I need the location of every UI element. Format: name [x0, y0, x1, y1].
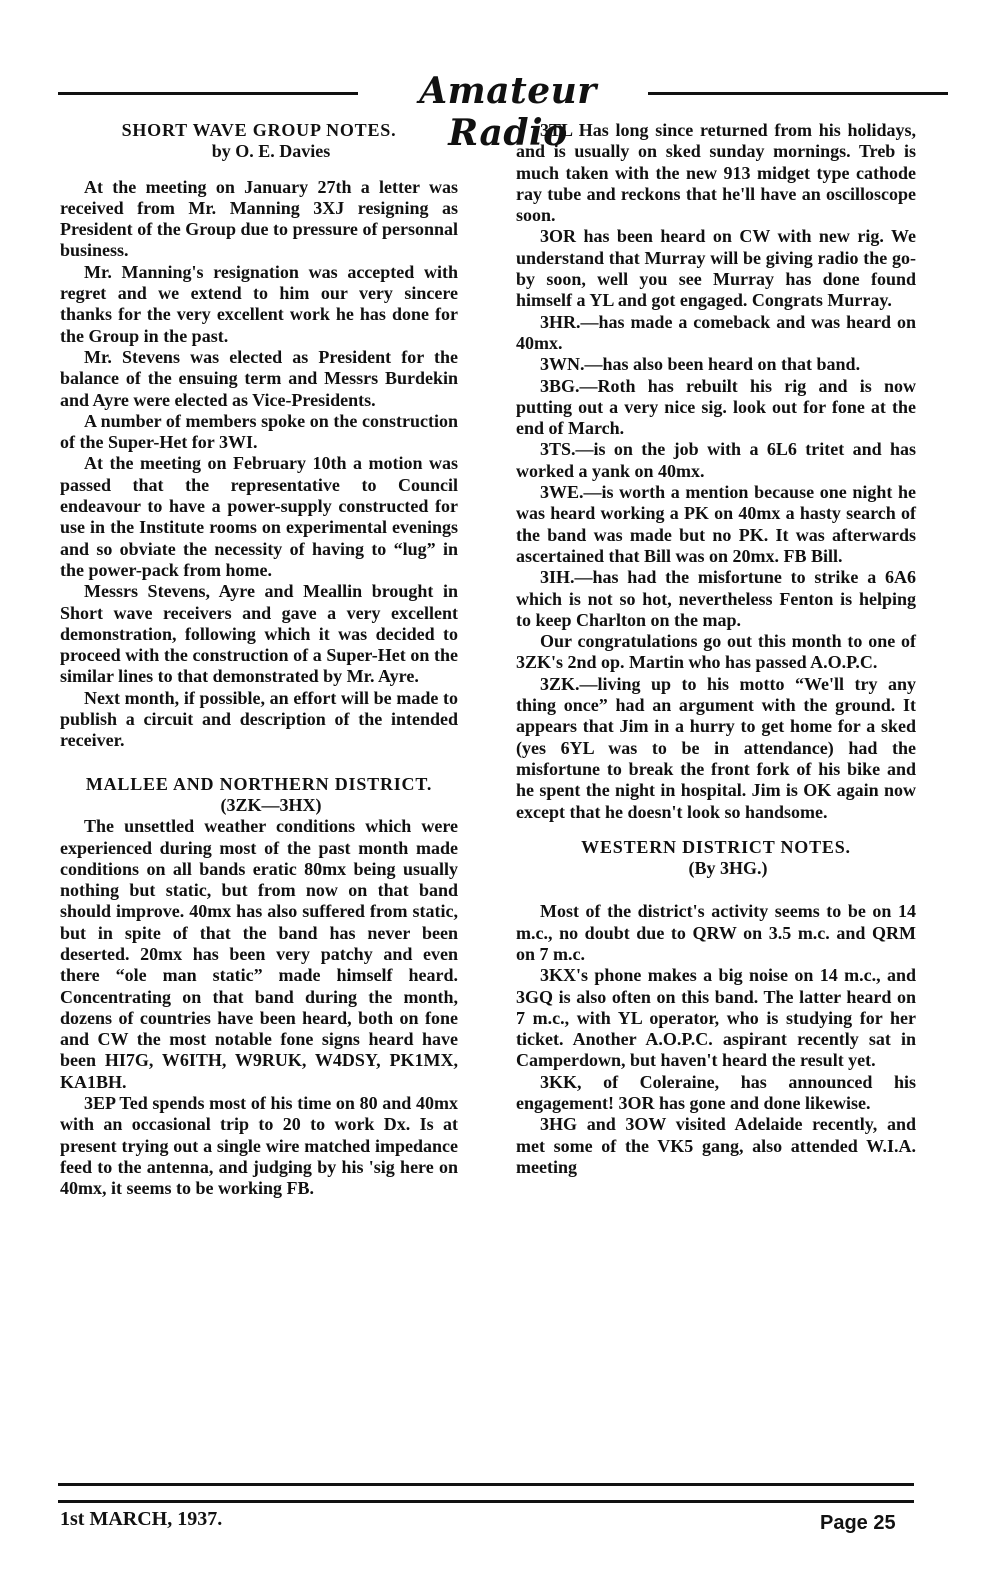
paragraph: A number of members spoke on the construction of the Super-Het for 3WI.	[60, 410, 458, 453]
mallee-byline: (3ZK—3HX)	[220, 794, 322, 815]
footer-rule	[58, 1500, 914, 1503]
paragraph: Mr. Stevens was elected as President for the balance of the ensuing term and Messrs Burdekin and Ayre were elected as Vice-Presidents.	[60, 346, 458, 410]
masthead-rule-left	[58, 92, 358, 95]
paragraph: 3EP Ted spends most of his time on 80 and 40mx with an occasional trip to 20 to work Dx. Is at present trying out a single wire matched impedance feed to the antenna, and judging by his 'sig here on 40mx, it seems to be working FB.	[60, 1093, 458, 1199]
issue-date: 1st MARCH, 1937.	[60, 1508, 223, 1530]
paragraph: 3WE.—is worth a mention because one night he was heard working a PK on 40mx a hasty search of the band was made but no PK. It was afterwards ascertained that Bill was on 20mx. FB Bill.	[516, 482, 916, 566]
paragraph: 3BG.—Roth has rebuilt his rig and is now putting out a very nice sig. look out for fone at the end of March.	[516, 375, 916, 439]
right-column	[516, 120, 916, 1178]
paragraph: Most of the district's activity seems to be on 14 m.c., no doubt due to QRW on 3.5 m.c. and QRM on 7 m.c.	[516, 901, 916, 964]
paragraph: 3HG and 3OW visited Adelaide recently, and met some of the VK5 gang, also attended W.I.A. meeting	[516, 1114, 916, 1177]
western-heading: WESTERN DISTRICT NOTES.	[581, 836, 851, 857]
paragraph: 3TL Has long since returned from his holidays, and is usually on sked sunday mornings. Treb is much taken with the new 913 midget type cathode ray tube and reckons that he'll have an oscilloscope soon.	[516, 120, 916, 226]
paragraph: At the meeting on January 27th a letter was received from Mr. Manning 3XJ resigning as President of the Group due to pressure of personnal business.	[60, 176, 458, 261]
paragraph: 3KX's phone makes a big noise on 14 m.c., and 3GQ is also often on this band. The latter heard on 7 m.c., with YL operator, who is studying for her ticket. Another A.O.P.C. aspirant recently sat in Camperdown, but haven't heard the result yet.	[516, 965, 916, 1071]
masthead-title: Amateur Radio	[419, 70, 597, 154]
masthead-rule-right	[648, 92, 948, 95]
paragraph: 3HR.—has made a comeback and was heard on 40mx.	[516, 311, 916, 353]
paragraph: Our congratulations go out this month to one of 3ZK's 2nd op. Martin who has passed A.O.P.C.	[516, 631, 916, 673]
short-wave-byline: by O. E. Davies	[211, 141, 331, 162]
paragraph: At the meeting on February 10th a motion was passed that the representative to Council endeavour to have a power-supply constructed for use in the Institute rooms on experimental evenings and so obviate the necessity of having to “lug” in the power-pack from home.	[60, 453, 458, 580]
paragraph: 3KK, of Coleraine, has announced his engagement! 3OR has gone and done likewise.	[516, 1071, 916, 1114]
paragraph: The unsettled weather conditions which were experienced during most of the past month made conditions on all bands eratic 80mx being usually nothing but static, but from now on that band should improve. 40mx has also suffered from static, but in spite of that the band has never been deserted. 20mx has been very patchy and even there “ole man static” made himself heard. Concentrating on that band during the month, dozens of countries have been heard, both on fone and CW the most notable fone signs heard have been HI7G, W6ITH, W9RUK, W4DSY, PK1MX, KA1BH.	[60, 816, 458, 1092]
left-column	[60, 120, 458, 1200]
paragraph: 3ZK.—living up to his motto “We'll try any thing once” had an argument with the ground. It appears that Jim in a hurry to get home for a sked (yes 6YL was to be in attendance) had the misfortune to break the front fork of his bike and he spent the night in hospital. Jim is OK again now except that he doesn't look so handsome.	[516, 673, 916, 822]
paragraph: Messrs Stevens, Ayre and Meallin brought in Short wave receivers and gave a very excellent demonstration, following which it was decided to proceed with the construction of a Super-Het on the similar lines to that demonstrated by Mr. Ayre.	[60, 581, 458, 687]
paragraph: Mr. Manning's resignation was accepted with regret and we extend to him our very sincere thanks for the very excellent work he has done for the Group in the past.	[60, 261, 458, 346]
paragraph: 3OR has been heard on CW with new rig. We understand that Murray will be giving radio the go-by soon, well you see Murray has done found himself a YL and got engaged. Congrats Murray.	[516, 226, 916, 311]
paragraph: 3WN.—has also been heard on that band.	[540, 354, 861, 375]
paragraph: Next month, if possible, an effort will be made to publish a circuit and description of the intended receiver.	[60, 687, 458, 751]
western-byline: (By 3HG.)	[688, 858, 768, 879]
paragraph: 3IH.—has had the misfortune to strike a 6A6 which is not so hot, nevertheless Fenton is helping to keep Charlton on the map.	[516, 567, 916, 630]
page-number: Page 25	[820, 1512, 896, 1534]
mallee-heading: MALLEE AND NORTHERN DISTRICT.	[85, 773, 433, 794]
paragraph: 3TS.—is on the job with a 6L6 tritet and has worked a yank on 40mx.	[516, 439, 916, 481]
short-wave-heading: SHORT WAVE GROUP NOTES.	[121, 120, 397, 140]
footer-rule	[58, 1483, 914, 1486]
